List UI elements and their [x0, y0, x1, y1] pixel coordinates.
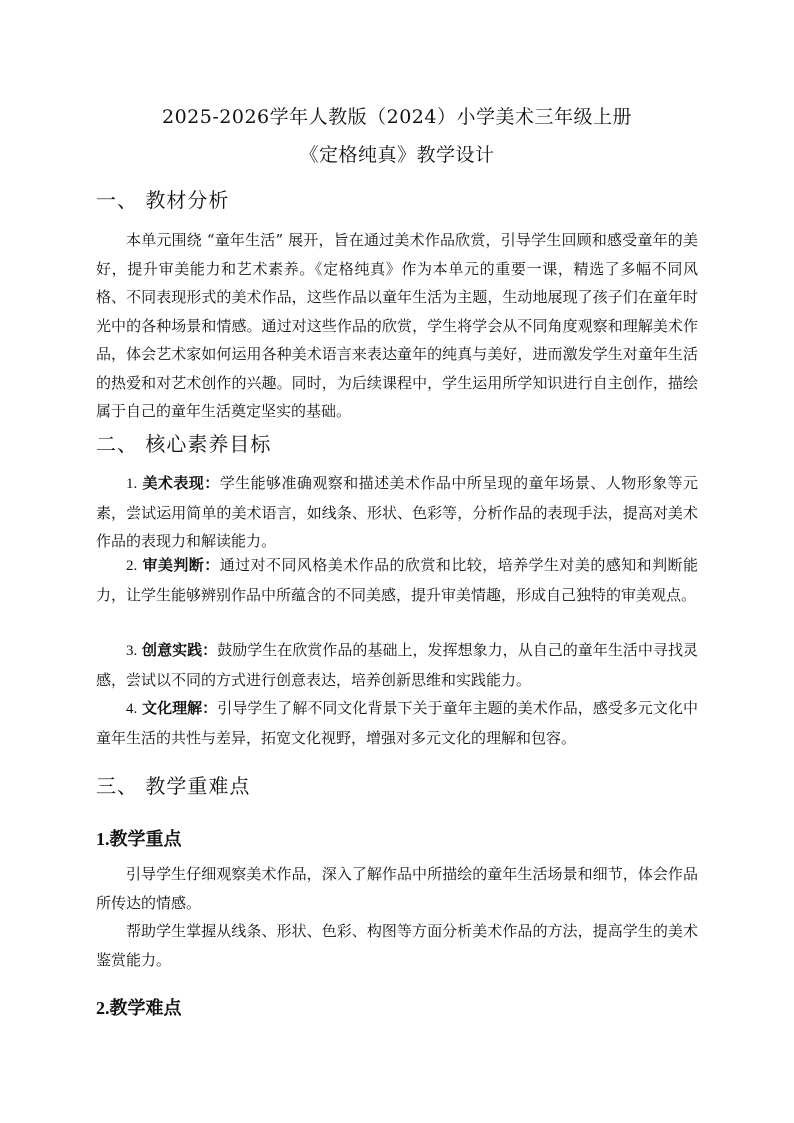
- teaching-focus-paragraph-2: 帮助学生掌握从线条、形状、色彩、构图等方面分析美术作品的方法，提高学生的美术鉴赏能力。: [96, 922, 698, 969]
- document-title-line1: 2025-2026学年人教版（2024）小学美术三年级上册: [162, 106, 632, 128]
- goal-item-3: [96, 636, 698, 694]
- subheading-teaching-difficulty: 2.教学难点: [96, 998, 182, 1018]
- section-heading-key-difficult-points: 三、 教学重难点: [96, 774, 251, 798]
- teaching-focus-paragraph-1: 引导学生仔细观察美术作品，深入了解作品中所描绘的童年生活场景和细节，体会作品所传达的情感。: [96, 865, 698, 912]
- section-heading-materials-analysis: 一、 教材分析: [96, 188, 230, 212]
- goal-item-4-number: 4.: [126, 701, 138, 717]
- goal-item-2-text: 通过对不同风格美术作品的欣赏和比较，培养学生对美的感知和判断能力，让学生能够辨别作品中所蕴含的不同美感，提升审美情趣，形成自己独特的审美观点。: [96, 556, 698, 604]
- section-heading-core-literacy-goals: 二、 核心素养目标: [96, 432, 272, 456]
- subheading-teaching-focus: 1.教学重点: [96, 829, 182, 849]
- goal-item-4: [96, 694, 698, 752]
- document-title-line2: 《定格纯真》教学设计: [299, 144, 495, 166]
- goal-item-2-number: 2.: [126, 558, 138, 574]
- goal-item-2: [96, 551, 698, 609]
- materials-analysis-paragraph: 本单元围绕 “童年生活” 展开，旨在通过美术作品欣赏，引导学生回顾和感受童年的美好，提升审美能力和艺术素养。《定格纯真》作为本单元的重要一课，精选了多幅不同风格、不同表现形式的美术作品，这些作品以童年生活为主题，生动地展现了孩子们在童年时光中的各种场景和情感。通过对这些作品的欣赏，学生将学会从不同角度观察和理解美术作品，体会艺术家如何运用各种美术语言来表达童年的纯真与美好，进而激发学生对童年生活的热爱和对艺术创作的兴趣。同时，为后续课程中，学生运用所学知识进行自主创作，描绘属于自己的童年生活奠定坚实的基础。: [96, 231, 698, 420]
- goal-item-2-label: 审美判断：: [142, 556, 220, 574]
- goal-item-1-text: 学生能够准确观察和描述美术作品中所呈现的童年场景、人物形象等元素，尝试运用简单的美术语言，如线条、形状、色彩等，分析作品的表现手法，提高对美术作品的表现力和解读能力。: [96, 474, 698, 550]
- goal-item-4-label: 文化理解：: [142, 699, 218, 717]
- goal-item-4-text: 引导学生了解不同文化背景下关于童年主题的美术作品，感受多元文化中童年生活的共性与差异，拓宽文化视野，增强对多元文化的理解和包容。: [96, 699, 698, 747]
- goal-item-1: [96, 469, 698, 556]
- goal-item-1-label: 美术表现：: [142, 474, 220, 492]
- goal-item-1-number: 1.: [126, 476, 138, 492]
- goal-item-3-label: 创意实践：: [142, 641, 218, 659]
- goal-item-3-number: 3.: [126, 643, 138, 659]
- goal-item-3-text: 鼓励学生在欣赏作品的基础上，发挥想象力，从自己的童年生活中寻找灵感，尝试以不同的方式进行创意表达，培养创新思维和实践能力。: [96, 641, 698, 689]
